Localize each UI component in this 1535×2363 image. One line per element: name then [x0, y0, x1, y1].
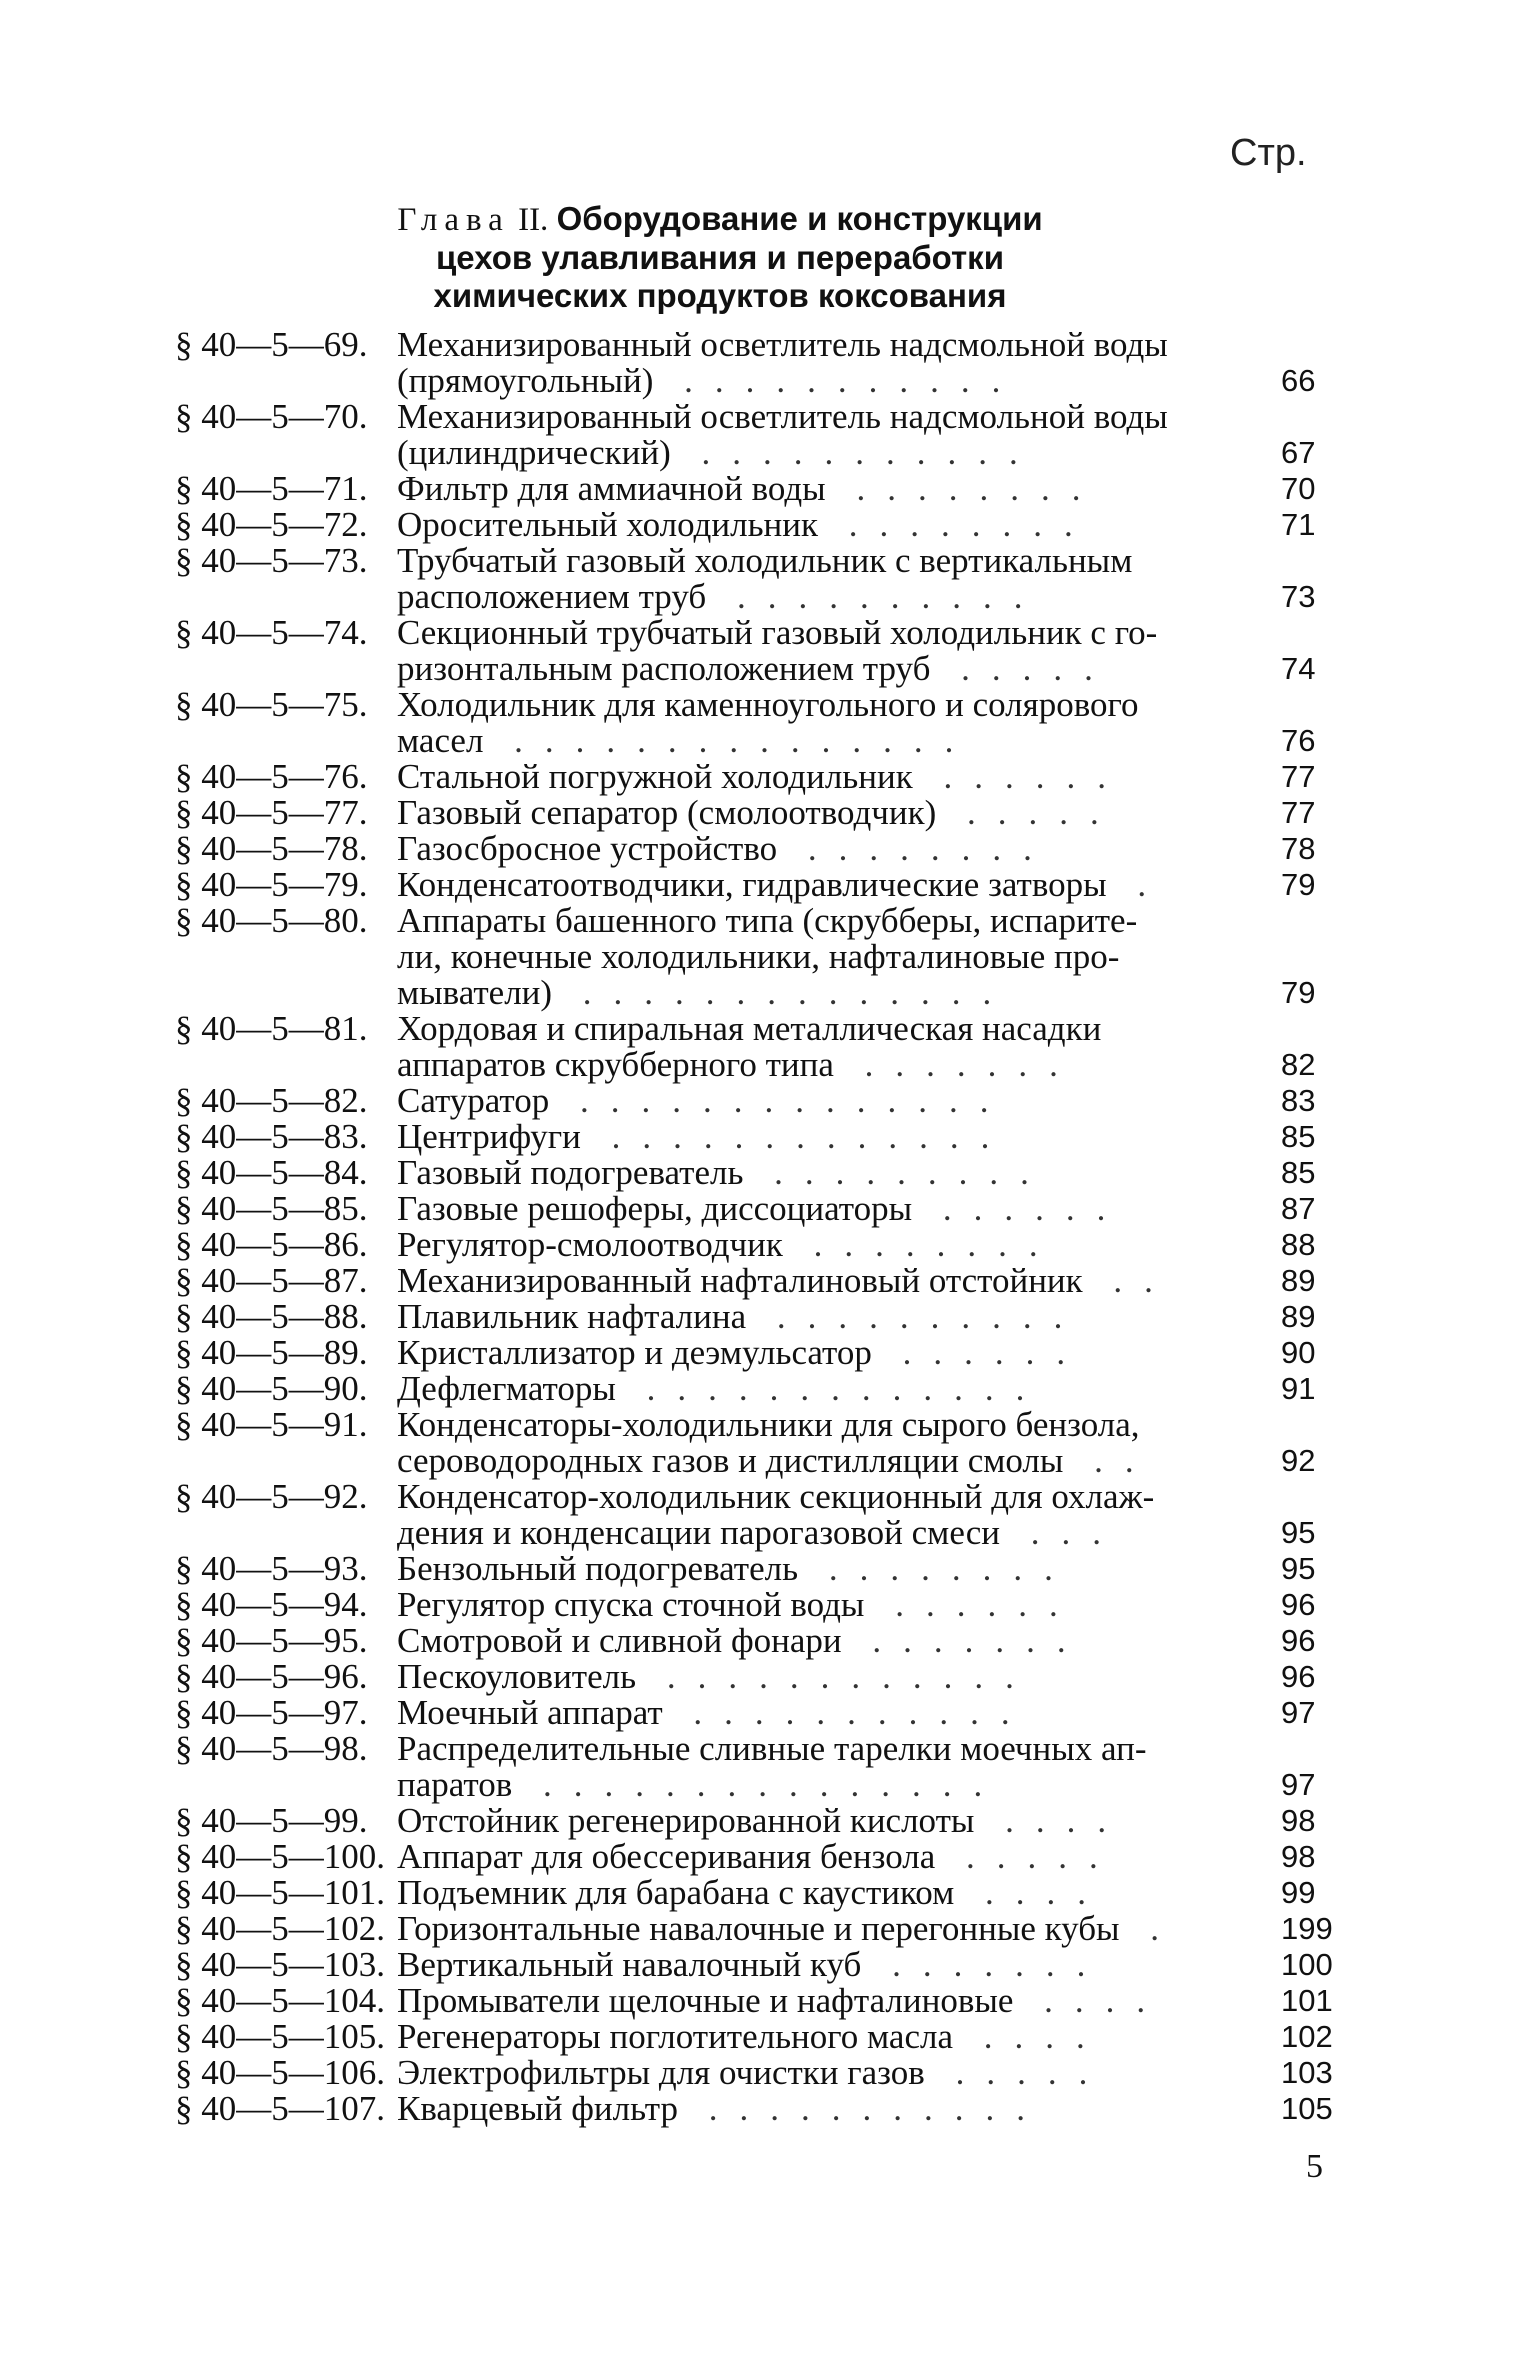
dot-leader: .	[1119, 1909, 1182, 1948]
toc-section-number: § 40—5—74.	[175, 613, 368, 652]
toc-entry	[175, 1659, 1375, 1695]
toc-page-number: 97	[1281, 1695, 1316, 1730]
dot-leader: .......	[841, 1621, 1088, 1660]
toc-entry-title-last-line: Конденсатоотводчики, гидравлические затворы	[397, 865, 1107, 904]
toc-entry-title-text: Аппараты башенного типа (скрубберы, испарите- ли, конечные холодильники, нафталиновые про-	[397, 901, 1138, 976]
page-number: 5	[1306, 2148, 1323, 2185]
toc-entry-title-text: Хордовая и спиральная металлическая насадки	[397, 1009, 1102, 1048]
toc-section-number: § 40—5—91.	[175, 1405, 368, 1444]
toc-section-number: § 40—5—71.	[175, 469, 368, 508]
toc-section-number: § 40—5—106.	[175, 2053, 385, 2092]
toc-entry-title	[397, 1911, 1237, 1947]
toc-entry-title	[397, 1227, 1237, 1263]
toc-page-number: 102	[1281, 2019, 1333, 2054]
chapter-title-line-1	[330, 200, 1110, 239]
toc-entry	[175, 1551, 1375, 1587]
toc-entry-title-text: Механизированный осветлитель надсмольной воды	[397, 325, 1168, 364]
toc-entry	[175, 1695, 1375, 1731]
toc-page-number: 77	[1281, 759, 1316, 794]
toc-entry-title-last-line: сероводородных газов и дистилляции смолы	[397, 1441, 1064, 1480]
toc-section-number: § 40—5—89.	[175, 1333, 368, 1372]
toc-entry-title-last-line: Смотровой и сливной фонари	[397, 1621, 842, 1660]
toc-entry-title-text: Распределительные сливные тарелки моечных ап-	[397, 1729, 1147, 1768]
toc-section-number: § 40—5—80.	[175, 901, 368, 940]
toc-entry-title	[397, 759, 1237, 795]
toc-entry	[175, 795, 1375, 831]
dot-leader: ......	[912, 757, 1128, 796]
dot-leader: .......	[833, 1045, 1080, 1084]
toc-section-number: § 40—5—78.	[175, 829, 368, 868]
dot-leader: ........	[818, 505, 1095, 544]
toc-entry	[175, 615, 1375, 687]
toc-section-number: § 40—5—73.	[175, 541, 368, 580]
toc-section-number: § 40—5—90.	[175, 1369, 368, 1408]
dot-leader: ......	[912, 1189, 1128, 1228]
toc-page-number: 95	[1281, 1551, 1316, 1586]
toc-section-number: § 40—5—82.	[175, 1081, 368, 1120]
dot-leader: ..	[1063, 1441, 1156, 1480]
toc-entry	[175, 1011, 1375, 1083]
dot-leader: ...........	[653, 361, 1023, 400]
toc-entry-title	[397, 867, 1237, 903]
toc-entry-title-last-line: (прямоугольный)	[397, 361, 654, 400]
toc-entry-title	[397, 831, 1237, 867]
toc-entry	[175, 759, 1375, 795]
dot-leader: ........	[798, 1549, 1075, 1588]
toc-page-number: 103	[1281, 2055, 1333, 2090]
toc-entry-title	[397, 327, 1237, 399]
toc-entry	[175, 1299, 1375, 1335]
toc-entry-title	[397, 1983, 1237, 2019]
toc-entry-title	[397, 2091, 1237, 2127]
toc-entry-title-last-line: Газовый подогреватель	[397, 1153, 744, 1192]
toc-section-number: § 40—5—75.	[175, 685, 368, 724]
toc-page-number: 87	[1281, 1191, 1316, 1226]
toc-section-number: § 40—5—107.	[175, 2089, 385, 2128]
toc-entry-title	[397, 1299, 1237, 1335]
dot-leader: ....	[954, 1873, 1108, 1912]
toc-entry-title-last-line: Центрифуги	[397, 1117, 581, 1156]
toc-entry-title-last-line: Промыватели щелочные и нафталиновые	[397, 1981, 1014, 2020]
dot-leader: ..............	[552, 973, 1014, 1012]
toc-page-number: 79	[1281, 867, 1316, 902]
toc-entry-title-last-line: паратов	[397, 1765, 513, 1804]
toc-entry-title-last-line: Газосбросное устройство	[397, 829, 778, 868]
toc-entry	[175, 2091, 1375, 2127]
toc-entry-title	[397, 1695, 1237, 1731]
toc-entry-title	[397, 1875, 1237, 1911]
toc-section-number: § 40—5—92.	[175, 1477, 368, 1516]
toc-entry	[175, 1371, 1375, 1407]
toc-entry-title-last-line: Регулятор-смолоотводчик	[397, 1225, 783, 1264]
toc-page-number: 74	[1281, 651, 1316, 686]
toc-section-number: § 40—5—100.	[175, 1837, 385, 1876]
dot-leader: .....	[930, 649, 1115, 688]
chapter-prefix: Глава	[397, 202, 510, 238]
toc-entry	[175, 1623, 1375, 1659]
toc-entry-title-last-line: масел	[397, 721, 484, 760]
toc-entry-title-last-line: Горизонтальные навалочные и перегонные кубы	[397, 1909, 1120, 1948]
toc-entry	[175, 903, 1375, 1011]
toc-section-number: § 40—5—102.	[175, 1909, 385, 1948]
toc-entry-title	[397, 1659, 1237, 1695]
toc-entry	[175, 1947, 1375, 1983]
dot-leader: .....	[935, 1837, 1120, 1876]
toc-entry-title-text: Секционный трубчатый газовый холодильник с го-	[397, 613, 1158, 652]
toc-section-number: § 40—5—76.	[175, 757, 368, 796]
toc-entry-title-last-line: (цилиндрический)	[397, 433, 671, 472]
toc-page-number: 77	[1281, 795, 1316, 830]
dot-leader: ...........	[662, 1693, 1032, 1732]
toc-entry	[175, 1263, 1375, 1299]
toc-entry-title-last-line: Вертикальный навалочный куб	[397, 1945, 862, 1984]
toc-entry-title	[397, 1191, 1237, 1227]
dot-leader: .............	[580, 1117, 1012, 1156]
dot-leader: ........	[825, 469, 1103, 508]
toc-page-number: 90	[1281, 1335, 1316, 1370]
toc-section-number: § 40—5—94.	[175, 1585, 368, 1624]
toc-entry-title-last-line: Сатуратор	[397, 1081, 550, 1120]
toc-entry	[175, 507, 1375, 543]
chapter-title-line-2: цехов улавливания и переработки	[436, 239, 1004, 276]
dot-leader: .	[1106, 865, 1169, 904]
toc-entry	[175, 1911, 1375, 1947]
toc-entry-title	[397, 1803, 1237, 1839]
toc-page-number: 71	[1281, 507, 1316, 542]
toc-entry	[175, 1731, 1375, 1803]
toc-entry-title	[397, 507, 1237, 543]
toc-entry-title-last-line: Бензольный подогреватель	[397, 1549, 799, 1588]
toc-page-number: 99	[1281, 1875, 1316, 1910]
toc-section-number: § 40—5—69.	[175, 325, 368, 364]
toc-entry-title	[397, 1335, 1237, 1371]
toc-page-number: 83	[1281, 1083, 1316, 1118]
toc-entry-title	[397, 615, 1237, 687]
toc-entry-title	[397, 1623, 1237, 1659]
chapter-number: II.	[518, 202, 549, 238]
toc-page-number: 89	[1281, 1263, 1316, 1298]
dot-leader: ....	[974, 1801, 1129, 1840]
page-header-label: Стр.	[1230, 132, 1307, 174]
toc-section-number: § 40—5—79.	[175, 865, 368, 904]
toc-entry-title-last-line: дения и конденсации парогазовой смеси	[397, 1513, 1000, 1552]
toc-page-number: 66	[1281, 363, 1316, 398]
toc-page-number: 105	[1281, 2091, 1333, 2126]
toc-entry	[175, 471, 1375, 507]
toc-page-number: 78	[1281, 831, 1316, 866]
dot-leader: .....	[924, 2053, 1110, 2092]
toc-section-number: § 40—5—87.	[175, 1261, 368, 1300]
toc-entry-title-last-line: Кристаллизатор и деэмульсатор	[397, 1333, 872, 1372]
toc-section-number: § 40—5—81.	[175, 1009, 368, 1048]
dot-leader: ..........	[706, 577, 1045, 616]
toc-entry-title	[397, 1119, 1237, 1155]
dot-leader: ...........	[670, 433, 1040, 472]
toc-entry	[175, 1227, 1375, 1263]
toc-entry-title	[397, 1731, 1237, 1803]
toc-entry-title-text: Конденсаторы-холодильники для сырого бензола,	[397, 1405, 1140, 1444]
toc-entry-title	[397, 1587, 1237, 1623]
toc-entry-title	[397, 543, 1237, 615]
toc-entry	[175, 1083, 1375, 1119]
toc-entry-title-last-line: Фильтр для аммиачной воды	[397, 469, 826, 508]
toc-section-number: § 40—5—104.	[175, 1981, 385, 2020]
toc-entry	[175, 831, 1375, 867]
toc-entry-title-text: Механизированный осветлитель надсмольной воды	[397, 397, 1168, 436]
toc-entry	[175, 1155, 1375, 1191]
toc-entry	[175, 687, 1375, 759]
dot-leader: .........	[743, 1153, 1051, 1192]
toc-entry-title-last-line: Механизированный нафталиновый отстойник	[397, 1261, 1083, 1300]
toc-entry-title-last-line: Подъемник для барабана с каустиком	[397, 1873, 955, 1912]
toc-entry-title-last-line: расположением труб	[397, 577, 707, 616]
toc-section-number: § 40—5—72.	[175, 505, 368, 544]
toc-entry-title	[397, 1263, 1237, 1299]
toc-entry	[175, 1587, 1375, 1623]
toc-entry-title	[397, 903, 1237, 1011]
toc-entry	[175, 1479, 1375, 1551]
chapter-title-part-1: Оборудование и конструкции	[556, 200, 1043, 237]
toc-entry-title-last-line: Плавильник нафталина	[397, 1297, 747, 1336]
toc-entry-title	[397, 1839, 1237, 1875]
dot-leader: ...........	[677, 2089, 1047, 2128]
toc-entry-title	[397, 471, 1237, 507]
toc-section-number: § 40—5—77.	[175, 793, 368, 832]
table-of-contents	[175, 327, 1375, 2127]
toc-section-number: § 40—5—95.	[175, 1621, 368, 1660]
chapter-heading	[330, 200, 1110, 315]
toc-page-number: 85	[1281, 1155, 1316, 1190]
toc-entry-title-last-line: мыватели)	[397, 973, 553, 1012]
toc-section-number: § 40—5—97.	[175, 1693, 368, 1732]
toc-entry	[175, 543, 1375, 615]
toc-section-number: § 40—5—86.	[175, 1225, 368, 1264]
toc-entry-title-last-line: Газовые решоферы, диссоциаторы	[397, 1189, 913, 1228]
toc-page-number: 85	[1281, 1119, 1316, 1154]
toc-entry-title-last-line: ризонтальным расположением труб	[397, 649, 931, 688]
toc-entry	[175, 1803, 1375, 1839]
toc-entry-title	[397, 1083, 1237, 1119]
toc-page-number: 70	[1281, 471, 1316, 506]
toc-page-number: 91	[1281, 1371, 1316, 1406]
dot-leader: ....	[1013, 1981, 1168, 2020]
toc-entry-title-last-line: Отстойник регенерированной кислоты	[397, 1801, 975, 1840]
toc-page-number: 88	[1281, 1227, 1316, 1262]
toc-entry	[175, 1407, 1375, 1479]
dot-leader: ...............	[512, 1765, 1005, 1804]
toc-entry-title-last-line: Газовый сепаратор (смолоотводчик)	[397, 793, 937, 832]
toc-page-number: 96	[1281, 1659, 1316, 1694]
toc-section-number: § 40—5—99.	[175, 1801, 368, 1840]
dot-leader: ...............	[483, 721, 976, 760]
dot-leader: ....	[953, 2017, 1107, 2056]
chapter-title-line-3: химических продуктов коксования	[433, 277, 1007, 314]
dot-leader: ............	[636, 1657, 1036, 1696]
toc-page-number: 199	[1281, 1911, 1333, 1946]
toc-entry-title-last-line: аппаратов скрубберного типа	[397, 1045, 834, 1084]
toc-entry-title	[397, 399, 1237, 471]
toc-entry-title-last-line: Регенераторы поглотительного масла	[397, 2017, 954, 2056]
toc-section-number: § 40—5—93.	[175, 1549, 368, 1588]
toc-entry-title	[397, 2019, 1237, 2055]
toc-entry	[175, 1839, 1375, 1875]
toc-entry-title	[397, 1407, 1237, 1479]
toc-section-number: § 40—5—70.	[175, 397, 368, 436]
toc-section-number: § 40—5—105.	[175, 2017, 385, 2056]
toc-entry	[175, 2019, 1375, 2055]
toc-section-number: § 40—5—98.	[175, 1729, 368, 1768]
dot-leader: ......	[864, 1585, 1080, 1624]
toc-entry-title-last-line: Аппарат для обессеривания бензола	[397, 1837, 936, 1876]
toc-entry-title-last-line: Пескоуловитель	[397, 1657, 637, 1696]
toc-entry-title-last-line: Кварцевый фильтр	[397, 2089, 678, 2128]
dot-leader: ........	[782, 1225, 1060, 1264]
toc-entry-title-last-line: Регулятор спуска сточной воды	[397, 1585, 865, 1624]
toc-section-number: § 40—5—88.	[175, 1297, 368, 1336]
toc-entry	[175, 1983, 1375, 2019]
toc-entry-title	[397, 1155, 1237, 1191]
toc-entry-title	[397, 1479, 1237, 1551]
toc-section-number: § 40—5—83.	[175, 1117, 368, 1156]
toc-entry	[175, 2055, 1375, 2091]
toc-entry-title-last-line: Оросительный холодильник	[397, 505, 818, 544]
toc-entry	[175, 1875, 1375, 1911]
toc-section-number: § 40—5—84.	[175, 1153, 368, 1192]
toc-entry-title	[397, 1011, 1237, 1083]
toc-page-number: 96	[1281, 1623, 1316, 1658]
toc-entry-title-text: Холодильник для каменноугольного и солярового	[397, 685, 1139, 724]
toc-page-number: 79	[1281, 975, 1316, 1010]
toc-page-number: 96	[1281, 1587, 1316, 1622]
toc-entry	[175, 327, 1375, 399]
toc-section-number: § 40—5—103.	[175, 1945, 385, 1984]
toc-page-number: 76	[1281, 723, 1316, 758]
toc-entry-title	[397, 1371, 1237, 1407]
toc-page-number: 67	[1281, 435, 1316, 470]
toc-entry-title-text: Конденсатор-холодильник секционный для охлаж-	[397, 1477, 1155, 1516]
toc-page-number: 82	[1281, 1047, 1316, 1082]
toc-entry-title	[397, 1947, 1237, 1983]
toc-entry-title	[397, 687, 1237, 759]
dot-leader: ..	[1082, 1261, 1175, 1300]
toc-section-number: § 40—5—85.	[175, 1189, 368, 1228]
toc-entry-title	[397, 795, 1237, 831]
dot-leader: .............	[615, 1369, 1047, 1408]
toc-entry-title-last-line: Моечный аппарат	[397, 1693, 663, 1732]
toc-page-number: 89	[1281, 1299, 1316, 1334]
toc-page-number: 98	[1281, 1839, 1316, 1874]
dot-leader: ........	[777, 829, 1054, 868]
toc-entry-title-text: Трубчатый газовый холодильник с вертикальным	[397, 541, 1133, 580]
toc-page-number: 101	[1281, 1983, 1333, 2018]
toc-page-number: 73	[1281, 579, 1316, 614]
toc-entry	[175, 1191, 1375, 1227]
toc-entry-title-last-line: Дефлегматоры	[397, 1369, 616, 1408]
toc-entry-title	[397, 2055, 1237, 2091]
toc-entry	[175, 399, 1375, 471]
toc-page-number: 100	[1281, 1947, 1333, 1982]
toc-entry	[175, 1119, 1375, 1155]
toc-page-number: 98	[1281, 1803, 1316, 1838]
dot-leader: ......	[871, 1333, 1088, 1372]
toc-page-number: 97	[1281, 1767, 1316, 1802]
toc-entry-title-last-line: Стальной погружной холодильник	[397, 757, 913, 796]
toc-page-number: 95	[1281, 1515, 1316, 1550]
dot-leader: .....	[936, 793, 1121, 832]
dot-leader: ..............	[549, 1081, 1011, 1120]
dot-leader: ..........	[746, 1297, 1085, 1336]
toc-entry	[175, 867, 1375, 903]
dot-leader: .......	[861, 1945, 1108, 1984]
toc-entry-title-last-line: Электрофильтры для очистки газов	[397, 2053, 925, 2092]
toc-section-number: § 40—5—96.	[175, 1657, 368, 1696]
toc-page-number: 92	[1281, 1443, 1316, 1478]
toc-entry	[175, 1335, 1375, 1371]
toc-entry-title	[397, 1551, 1237, 1587]
dot-leader: ...	[1000, 1513, 1123, 1552]
toc-section-number: § 40—5—101.	[175, 1873, 385, 1912]
